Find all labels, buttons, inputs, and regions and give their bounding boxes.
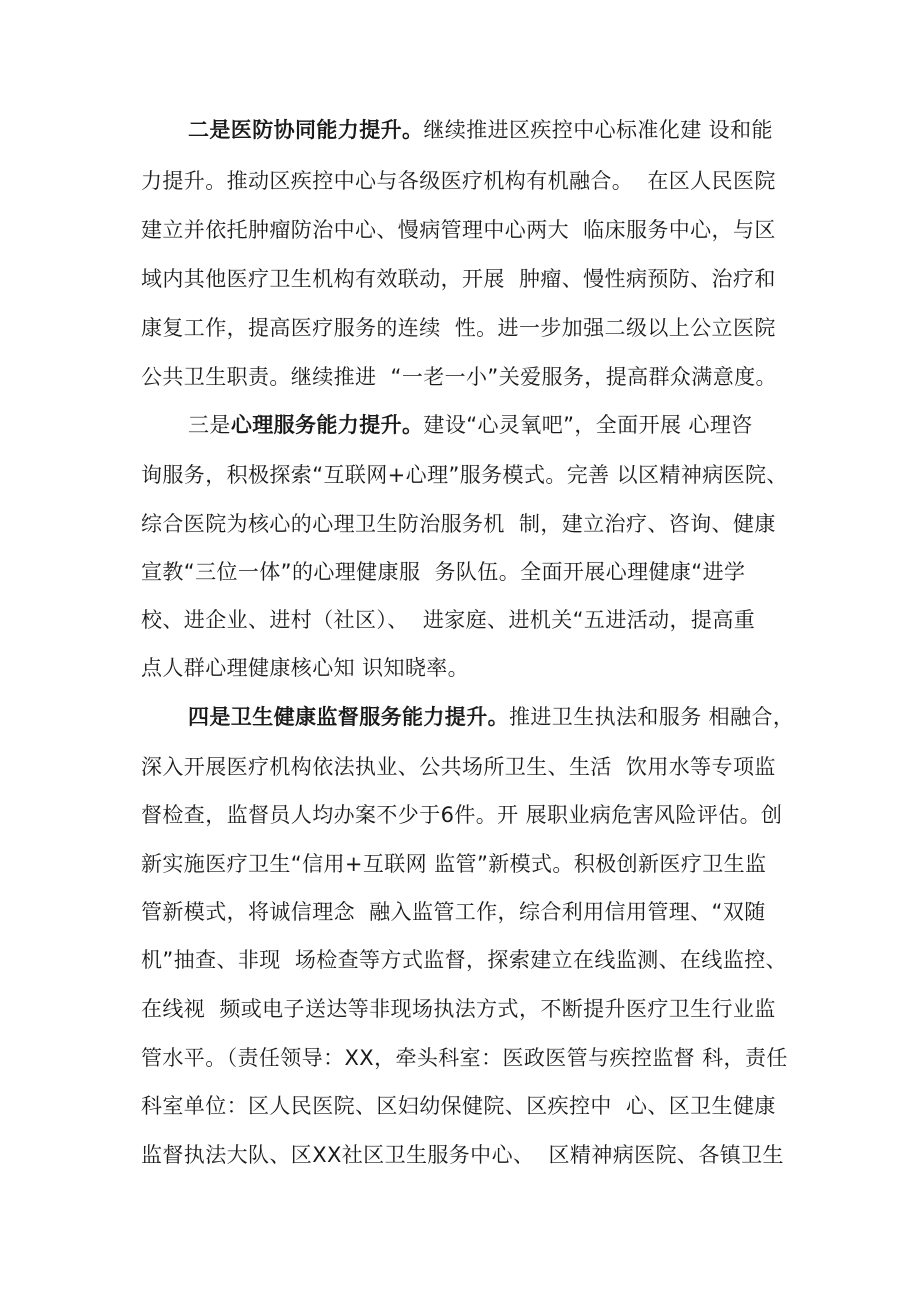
paragraph-3-line-2: 深入开展医疗机构依法执业、公共场所卫生、生活 饮用水等专项监 [141, 755, 776, 779]
paragraph-3-line-5: 管新模式，将诚信理念 融入监管工作，综合利用信用管理、“双随 [141, 900, 766, 924]
paragraph-3-line-3: 督检查，监督员人均办案不少于6件。开 展职业病危害风险评估。创 [141, 803, 783, 827]
paragraph-3-line-7: 在线视 频或电子送达等非现场执法方式，不断提升医疗卫生行业监 [141, 997, 776, 1021]
paragraph-1-line-1 [188, 115, 848, 145]
paragraph-2-line-4: 宣教“三位一体”的心理健康服 务队伍。全面开展心理健康“进学 [141, 560, 746, 584]
paragraph-2-lead: 心理服务能力提升。 [230, 413, 424, 437]
paragraph-2-text: 建设“心灵氧吧”，全面开展 心理咨 [423, 413, 753, 437]
paragraph-2-line-5: 校、进企业、进村（社区）、 进家庭、进机关“五进活动，提高重 [141, 608, 756, 632]
paragraph-3-line-4: 新实施医疗卫生“信用+互联网 监管”新模式。积极创新医疗卫生监 [141, 852, 767, 876]
paragraph-3-text: 推进卫生执法和服务 相融合， [509, 705, 795, 729]
paragraph-2-line-3: 综合医院为核心的心理卫生防治服务机 制，建立治疗、咨询、健康 [141, 512, 776, 536]
paragraph-2-line-6: 点人群心理健康核心知 识知晓率。 [141, 656, 470, 680]
paragraph-1-text: 继续推进区疾控中心标准化建 设和能 [423, 118, 773, 142]
paragraph-3-line-6: 机”抽查、非现 场检查等方式监督，探索建立在线监测、在线监控、 [141, 948, 788, 972]
paragraph-3-lead: 四是卫生健康监督服务能力提升。 [188, 705, 509, 729]
paragraph-2-lead-prefix: 三是 [188, 413, 231, 437]
paragraph-1-line-3: 建立并依托肿瘤防治中心、慢病管理中心两大 临床服务中心，与区 [141, 218, 776, 242]
paragraph-2-line-2: 询服务，积极探索“互联网+心理”服务模式。完善 以区精神病医院、 [141, 463, 788, 487]
paragraph-2-line-1 [188, 410, 848, 440]
paragraph-1-line-5: 康复工作，提高医疗服务的连续 性。进一步加强二级以上公立医院 [141, 316, 776, 340]
paragraph-3-line-9: 科室单位：区人民医院、区妇幼保健院、区疾控中 心、区卫生健康 [141, 1094, 776, 1118]
paragraph-1-line-4: 域内其他医疗卫生机构有效联动，开展 肿瘤、慢性病预防、治疗和 [141, 267, 776, 291]
paragraph-1-lead: 二是医防协同能力提升。 [188, 118, 424, 142]
paragraph-1-line-2: 力提升。推动区疾控中心与各级医疗机构有机融合。 在区人民医院 [141, 169, 776, 193]
paragraph-3-line-10: 监督执法大队、区XX社区卫生服务中心、 区精神病医院、各镇卫生 [141, 1143, 784, 1167]
paragraph-3-line-1 [188, 702, 848, 732]
paragraph-3-line-8: 管水平。（责任领导：XX，牵头科室：医政医管与疾控监督 科，责任 [141, 1046, 788, 1070]
paragraph-1-line-6: 公共卫生职责。继续推进 “一老一小”关爱服务，提高群众满意度。 [141, 365, 777, 389]
